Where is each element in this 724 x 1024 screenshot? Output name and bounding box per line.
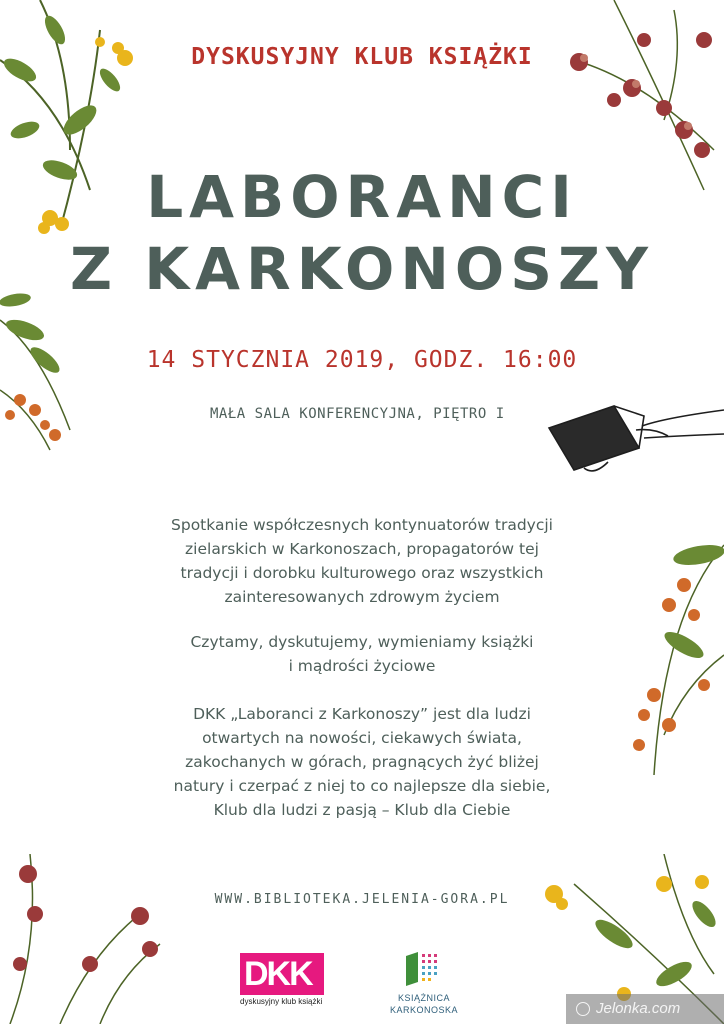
herb-illustration-left-middle <box>0 290 80 460</box>
description-paragraph-1 <box>80 513 644 609</box>
text-line: zakochanych w górach, pragnących żyć bliżej <box>185 753 539 771</box>
ksiaznica-logo-line1: KSIĄŻNICA <box>397 993 450 1003</box>
description-paragraph-3 <box>80 702 644 822</box>
book-icon <box>384 950 464 990</box>
event-venue: MAŁA SALA KONFERENCYJNA, PIĘTRO I <box>210 406 505 422</box>
ksiaznica-logo-text <box>384 992 464 1016</box>
event-title-line1: LABORANCI <box>146 163 578 231</box>
dkk-logo-mark: DKK <box>240 953 324 995</box>
event-date-time: 14 STYCZNIA 2019, GODZ. 16:00 <box>146 347 578 373</box>
text-line: zielarskich w Karkonoszach, propagatorów tej <box>185 540 539 558</box>
dkk-logo-caption: dyskusyjny klub książki <box>240 997 332 1006</box>
text-line: tradycji i dorobku kulturowego oraz wszystkich <box>180 564 544 582</box>
text-line: zainteresowanych zdrowym życiem <box>224 588 500 606</box>
text-line: otwartych na nowości, ciekawych świata, <box>202 729 522 747</box>
book-hand-illustration <box>544 398 724 478</box>
text-line: Spotkanie współczesnych kontynuatorów tradycji <box>171 516 553 534</box>
description-paragraph-2 <box>80 630 644 678</box>
watermark <box>566 994 724 1024</box>
text-line: i mądrości życiowe <box>288 657 436 675</box>
ksiaznica-logo-line2: KARKONOSKA <box>389 1005 459 1015</box>
watermark-text: Jelonka.com <box>596 1000 681 1017</box>
text-line: DKK „Laboranci z Karkonoszy” jest dla ludzi <box>193 705 531 723</box>
copyright-icon <box>576 1002 590 1016</box>
thyme-illustration-bottom-left <box>0 854 170 1024</box>
event-title-line2: Z KARKONOSZY <box>69 235 655 303</box>
text-line: Klub dla ludzi z pasją – Klub dla Ciebie <box>213 801 511 819</box>
website-url[interactable]: WWW.BIBLIOTEKA.JELENIA-GORA.PL <box>214 892 510 907</box>
ksiaznica-karkonoska-logo <box>384 950 464 1020</box>
text-line: natury i czerpać z niej to co najlepsze dla siebie, <box>173 777 551 795</box>
text-line: Czytamy, dyskutujemy, wymieniamy książki <box>190 633 534 651</box>
club-name-heading: DYSKUSYJNY KLUB KSIĄŻKI <box>191 44 533 70</box>
dkk-logo <box>240 953 332 1011</box>
